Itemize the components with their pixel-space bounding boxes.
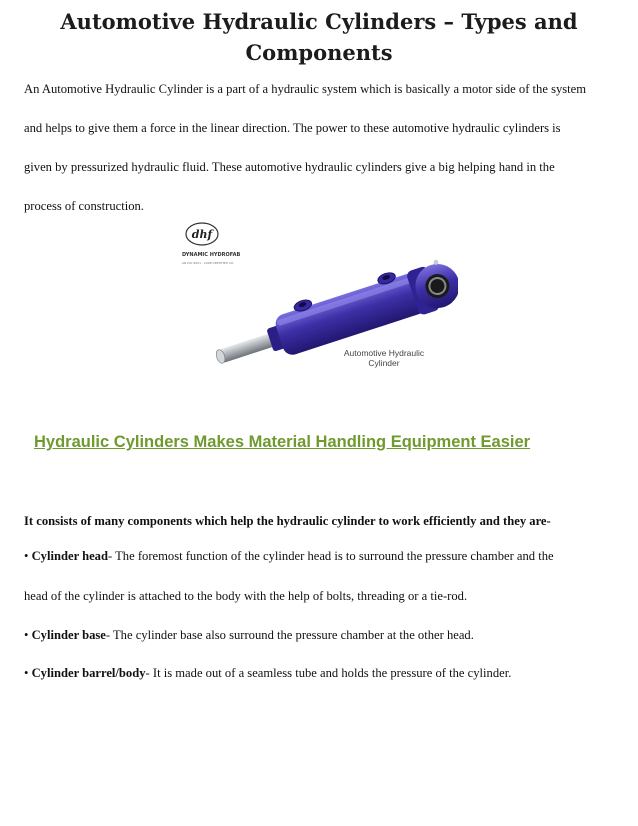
- term-cylinder-barrel: Cylinder barrel/body: [31, 666, 146, 680]
- bullet: •: [24, 666, 29, 680]
- intro-line-3: given by pressurized hydraulic fluid. These automotive hydraulic cylinders give a big helping hand in the: [24, 160, 555, 174]
- bullet: •: [24, 549, 29, 563]
- item-cylinder-base: [24, 628, 619, 643]
- item-desc: - It is made out of a seamless tube and holds the pressure of the cylinder.: [145, 666, 512, 680]
- company-tagline: AN ISO 9001 : 2008 CERTIFIED CO.: [182, 261, 235, 265]
- company-name: DYNAMIC HYDROFAB: [182, 252, 241, 258]
- term-cylinder-base: Cylinder base: [31, 628, 106, 642]
- intro-line-2: and helps to give them a force in the linear direction. The power to these automotive hydraulic cylinders is: [24, 121, 561, 135]
- item-desc: - The foremost function of the cylinder head is to surround the pressure chamber and the: [107, 549, 554, 563]
- material-handling-link[interactable]: Hydraulic Cylinders Makes Material Handling Equipment Easier: [34, 433, 531, 451]
- dhf-logo: [182, 223, 240, 265]
- figure-caption-line-1: Automotive Hydraulic: [343, 348, 425, 358]
- item-desc: - The cylinder base also surround the pressure chamber at the other head.: [105, 628, 474, 642]
- figure-caption-line-2: Cylinder: [368, 358, 400, 368]
- logo-text: dhf: [191, 228, 213, 241]
- components-intro: It consists of many components which help the hydraulic cylinder to work efficiently and they are-: [24, 514, 551, 528]
- page-title: Automotive Hydraulic Cylinders – Types and Components: [60, 9, 578, 65]
- intro-line-4: process of construction.: [24, 199, 144, 213]
- term-cylinder-head: Cylinder head: [31, 549, 108, 563]
- item-cylinder-barrel: [24, 666, 619, 681]
- cylinder-illustration: [180, 220, 458, 380]
- hydraulic-cylinder-figure: [180, 220, 458, 380]
- item-cylinder-head: [24, 549, 619, 564]
- item-cylinder-head-cont: head of the cylinder is attached to the body with the help of bolts, threading or a tie-rod.: [24, 589, 468, 603]
- bullet: •: [24, 628, 29, 642]
- intro-line-1: An Automotive Hydraulic Cylinder is a part of a hydraulic system which is basically a motor side of the system: [24, 82, 587, 96]
